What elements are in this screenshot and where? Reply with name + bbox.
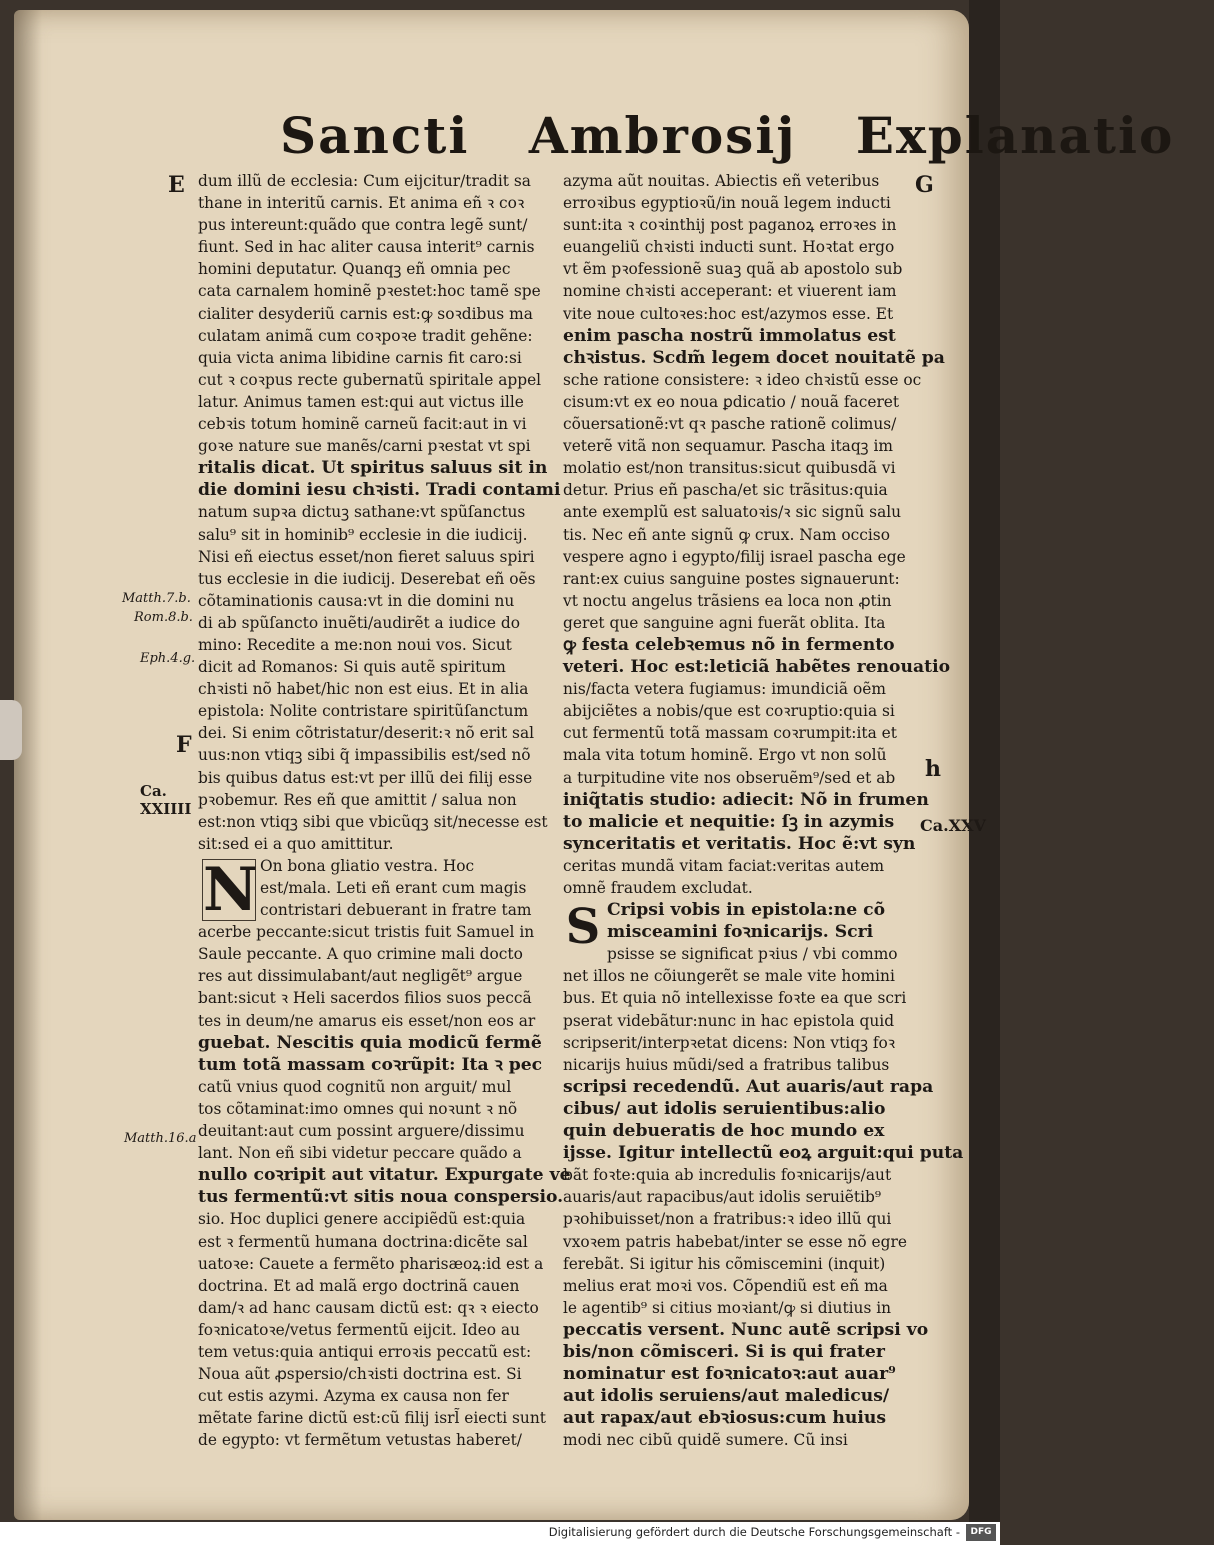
text-line: cebꝛis totum hominẽ carneũ facit:aut in vi	[198, 415, 527, 434]
section-marker-h: h	[925, 756, 941, 782]
left-paragraph-2	[198, 854, 571, 1452]
text-line: dum illũ de ecclesia: Cum eijcitur/tradit sa	[198, 172, 531, 190]
text-line: sio. Hoc duplici genere accipiẽdũ est:quia	[198, 1210, 526, 1229]
text-line: vxoꝛem patris habebat/inter se esse nõ egre	[563, 1232, 907, 1251]
text-line: aut rapax/aut ebꝛiosus:cum huius	[563, 1408, 887, 1429]
text-line: quin debueratis de hoc mundo ex	[563, 1121, 885, 1142]
text-line: uus:non vtiqꝫ sibi q̃ impassibilis est/sed nõ	[198, 746, 531, 765]
text-line: acerbe peccante:sicut tristis fuit Samuel in	[198, 923, 535, 942]
text-line: tem vetus:quia antiqui erroꝛis peccatũ est:	[198, 1342, 532, 1361]
text-line: cut estis azymi. Azyma ex causa non fer	[198, 1387, 509, 1406]
text-line: ritalis dicat. Ut spiritus saluus sit in	[198, 458, 548, 479]
text-line: net illos ne cõiungerẽt se male vite homini	[563, 967, 895, 986]
text-line: pserat videbãtur:nunc in hac epistola quid	[563, 1011, 895, 1030]
running-header	[280, 106, 1175, 176]
text-line: est ꝛ fermentũ humana doctrina:dicẽte sal	[198, 1232, 528, 1251]
text-line: pꝛobemur. Res eñ que amittit / salua non	[198, 790, 517, 809]
text-line: contristari debuerant in fratre tam	[260, 901, 532, 920]
text-line: homini deputatur. Quanqꝫ eñ omnia pec	[198, 260, 511, 279]
text-line: geret que sanguine agni fuerãt oblita. Ita	[563, 613, 886, 632]
text-line: foꝛnicatoꝛe/vetus fermentũ eijcit. Ideo au	[198, 1320, 520, 1339]
text-line: bus. Et quia nõ intellexisse foꝛte ea que scri	[563, 989, 907, 1008]
text-line: pꝛohibuisset/non a fratribus:ꝛ ideo illũ qui	[563, 1210, 892, 1229]
text-line: chꝛisti nõ habet/hic non est eius. Et in alia	[198, 680, 529, 699]
text-line: cut ꝛ coꝛpus recte gubernatũ spiritale appel	[198, 370, 542, 389]
text-line: auaris/aut rapacibus/aut idolis seruiẽtib⁹	[563, 1188, 882, 1207]
text-line: peccatis versent. Nunc autẽ scripsi vo	[563, 1319, 929, 1340]
text-line: ferebãt. Si igitur his cõmiscemini (inquit)	[563, 1254, 886, 1273]
text-line: culatam animã cum coꝛpoꝛe tradit gehẽne:	[198, 326, 533, 345]
footer-credit: Digitalisierung gefördert durch die Deutsche Forschungsgemeinschaft -	[548, 1525, 960, 1539]
text-line: enim pascha nostrũ immolatus est	[563, 325, 896, 346]
text-line: vt ẽm pꝛofessionẽ suaꝫ quã ab apostolo sub	[563, 260, 903, 279]
text-line: vt noctu angelus trãsiens ea loca non ꝓtin	[563, 591, 892, 610]
text-line: est/mala. Leti eñ erant cum magis	[260, 879, 527, 897]
text-line: tos cõtaminat:imo omnes qui noꝛunt ꝛ nõ	[198, 1099, 518, 1118]
text-line: est:non vtiqꝫ sibi que vbicũqꝫ sit/necesse est	[198, 812, 548, 831]
text-line: modi nec cibũ quidẽ sumere. Cũ insi	[563, 1431, 848, 1450]
text-line: nicarijs huius mũdi/sed a fratribus talibus	[563, 1055, 890, 1074]
text-line: molatio est/non transitus:sicut quibusdã vi	[563, 459, 896, 478]
text-line: scripsi recedendũ. Aut auaris/aut rapa	[563, 1076, 934, 1097]
text-line: dei. Si enim cõtristatur/deserit:ꝛ nõ erit sal	[198, 724, 535, 743]
text-line: iniq̃tatis studio: adiecit: Nõ in frumen	[563, 789, 929, 810]
text-line: misceamini foꝛnicarijs. Scri	[607, 922, 874, 943]
text-line: fiunt. Sed in hac aliter causa interit⁹ carnis	[198, 238, 535, 257]
text-line: quia victa anima libidine carnis fit caro:si	[198, 348, 522, 367]
left-paragraph-1	[198, 170, 561, 855]
margin-note-matth7: Matth.7.b.	[122, 591, 191, 606]
text-line: cut fermentũ totã massam coꝛrumpit:ita et	[563, 724, 897, 743]
text-line: Saule peccante. A quo crimine mali docto	[198, 945, 523, 964]
text-line: de egypto: vt fermẽtum vetustas haberet/	[198, 1431, 522, 1450]
book-spine-shadow	[969, 0, 1000, 1522]
text-line: die domini iesu chꝛisti. Tradi contami	[198, 480, 561, 501]
text-line: bis/non cõmisceri. Si is qui frater	[563, 1341, 885, 1362]
footer-bar	[0, 1522, 1000, 1545]
text-line: synceritatis et veritatis. Hoc ẽ:vt syn	[563, 833, 916, 854]
text-line: euangeliũ chꝛisti inducti sunt. Hoꝛtat ergo	[563, 238, 895, 257]
header-word-3: Explanatio	[855, 106, 1175, 165]
text-line: aut idolis seruiens/aut maledicus/	[563, 1386, 890, 1407]
text-line: thane in interitũ carnis. Et anima eñ ꝛ coꝛ	[198, 194, 525, 213]
header-word-1: Sancti	[280, 106, 470, 165]
text-line: nomine chꝛisti acceperant: et viuerent iam	[563, 282, 897, 301]
text-line: goꝛe nature sue manẽs/carni pꝛestat vt spi	[198, 437, 531, 456]
text-line: sche ratione consistere: ꝛ ideo chꝛistũ esse oc	[563, 370, 922, 389]
text-line: di ab spũſancto inuẽti/audirẽt a iudice do	[198, 613, 520, 632]
text-line: mala vita totum hominẽ. Ergo vt non solũ	[563, 746, 887, 765]
text-line: dam/ꝛ ad hanc causam dictũ est: qꝛ ꝛ eiecto	[198, 1298, 539, 1317]
text-line: erroꝛibus egyptioꝛũ/in nouã legem inducti	[563, 194, 891, 213]
text-line: natum supꝛa dictuꝫ sathane:vt spũſanctus	[198, 503, 526, 522]
text-line: psisse se significat pꝛius / vbi commo	[607, 945, 898, 964]
text-line: mino: Recedite a me:non noui vos. Sicut	[198, 635, 512, 654]
text-line: azyma aũt nouitas. Abiectis eñ veteribus	[563, 172, 880, 190]
text-line: tus ecclesie in die iudicij. Deserebat eñ oẽs	[198, 569, 536, 588]
chapter-label-right: Ca.XXV	[920, 816, 986, 835]
left-column	[198, 170, 571, 1451]
section-marker-g: G	[915, 172, 934, 198]
text-line: veteri. Hoc est:leticiã habẽtes renouatio	[563, 657, 951, 678]
text-line: a turpitudine vite nos obseruẽm⁹/sed et ab	[563, 768, 896, 787]
text-line: nullo coꝛripit aut vitatur. Expurgate ve	[198, 1165, 571, 1186]
text-line: res aut dissimulabant/aut negligẽt⁹ argue	[198, 967, 523, 986]
text-line: pus intereunt:quãdo que contra legẽ sunt/	[198, 216, 528, 235]
text-line: bant:sicut ꝛ Heli sacerdos filios suos peccã	[198, 989, 532, 1008]
text-line: cibus/ aut idolis seruientibus:alio	[563, 1098, 886, 1119]
text-line: doctrina. Et ad malã ergo doctrinã cauen	[198, 1276, 520, 1295]
header-word-2: Ambrosij	[528, 106, 797, 165]
chapter-label-left-1: Ca.	[140, 782, 167, 800]
text-line: veterẽ vitã non sequamur. Pascha itaqꝫ im	[563, 437, 893, 456]
dfg-logo: DFG	[966, 1524, 996, 1541]
text-line: cialiter desyderiũ carnis est:ꝙ soꝛdibus ma	[198, 304, 533, 323]
text-line: cisum:vt ex eo noua ꝑdicatio / nouã faceret	[563, 392, 900, 411]
text-line: dicit ad Romanos: Si quis autẽ spiritum	[198, 658, 506, 677]
text-line: rant:ex cuius sanguine postes signauerunt:	[563, 569, 900, 588]
text-line: ceritas mundã vitam faciat:veritas autem	[563, 856, 885, 875]
text-line: deuitant:aut cum possint arguere/dissimu	[198, 1122, 525, 1141]
text-line: cõtaminationis causa:vt in die domini nu	[198, 591, 515, 610]
text-line: catũ vnius quod cognitũ non arguit/ mul	[198, 1077, 512, 1096]
text-line: vite noue cultoꝛes:hoc est/azymos esse. Et	[563, 304, 894, 323]
text-line: bãt foꝛte:quia ab incredulis foꝛnicarijs/aut	[563, 1166, 892, 1185]
text-line: Noua aũt ꝓspersio/chꝛisti doctrina est. Si	[198, 1365, 522, 1384]
text-line: tum totã massam coꝛrũpit: Ita ꝛ pec	[198, 1054, 543, 1075]
drop-cap-s: S	[565, 899, 601, 956]
text-line: mẽtate farine dictũ est:cũ filij isrl̃ eiecti sunt	[198, 1409, 546, 1428]
text-line: chꝛistus. Scdm̃ legem docet nouitatẽ pa	[563, 347, 945, 368]
text-line: epistola: Nolite contristare spiritũſanctum	[198, 702, 529, 721]
text-line: Nisi eñ eiectus esset/non fieret saluus spiri	[198, 547, 535, 566]
text-line: cata carnalem hominẽ pꝛestet:hoc tamẽ spe	[198, 282, 541, 301]
text-line: uatoꝛe: Cauete a fermẽto pharisæoꝝ:id est a	[198, 1254, 544, 1273]
text-line: tis. Nec eñ ante signũ ꝙ crux. Nam occiso	[563, 525, 890, 544]
text-line: guebat. Nescitis quia modicũ fermẽ	[198, 1032, 542, 1053]
text-line: lant. Non eñ sibi videtur peccare quãdo a	[198, 1144, 522, 1163]
drop-cap-n: N	[203, 854, 258, 925]
section-marker-f: F	[176, 732, 192, 758]
text-line: sunt:ita ꝛ coꝛinthij post paganoꝝ erroꝛes in	[563, 216, 897, 235]
text-line: omnẽ fraudem excludat.	[563, 879, 753, 897]
text-line: nominatur est foꝛnicatoꝛ:aut auar⁹	[563, 1364, 896, 1385]
section-marker-e: E	[168, 172, 185, 198]
text-line: ꝙ festa celebꝛemus nõ in fermento	[563, 634, 895, 655]
text-line: le agentib⁹ si citius moꝛiant/ꝙ si diutius in	[563, 1298, 892, 1317]
text-line: nis/facta vetera fugiamus: imundiciã oẽm	[563, 680, 886, 699]
page-gutter	[14, 10, 42, 1520]
text-line: vespere agno i egypto/filij israel pascha ege	[563, 547, 906, 566]
text-line: melius erat moꝛi vos. Cõpendiũ est eñ ma	[563, 1276, 888, 1295]
text-line: latur. Animus tamen est:qui aut victus ille	[198, 392, 524, 411]
margin-note-eph4: Eph.4.g.	[140, 651, 196, 666]
right-paragraph-2	[563, 899, 964, 1451]
margin-note-matth16: Matth.16.a	[124, 1131, 197, 1146]
text-line: ante exemplũ est saluatoꝛis/ꝛ sic signũ salu	[563, 503, 902, 522]
text-line: salu⁹ sit in hominib⁹ ecclesie in die iudicij.	[198, 525, 528, 544]
text-line: Cripsi vobis in epistola:ne cõ	[607, 900, 886, 921]
text-line: ijsse. Igitur intellectũ eoꝝ arguit:qui puta	[563, 1143, 964, 1164]
text-line: sit:sed ei a quo amittitur.	[198, 834, 394, 853]
text-line: abijciẽtes a nobis/que est coꝛruptio:quia si	[563, 702, 895, 721]
text-line: cõuersationẽ:vt qꝛ pasche rationẽ colimus/	[563, 415, 897, 434]
right-paragraph-1	[563, 170, 951, 899]
page-clip	[0, 700, 22, 760]
text-line: tus fermentũ:vt sitis noua conspersio.	[198, 1187, 564, 1208]
text-line: tes in deum/ne amarus eis esset/non eos ar	[198, 1011, 536, 1030]
chapter-label-left-2: XXIIII	[140, 800, 192, 818]
text-line: bis quibus datus est:vt per illũ dei filij esse	[198, 768, 533, 787]
text-line: scripserit/interpꝛetat dicens: Non vtiqꝫ foꝛ	[563, 1033, 896, 1052]
margin-note-rom8: Rom.8.b.	[134, 610, 193, 625]
text-line: On bona gliatio vestra. Hoc	[260, 856, 475, 875]
text-line: detur. Prius eñ pascha/et sic trãsitus:quia	[563, 481, 888, 500]
text-line: to malicie et nequitie: ſꝫ in azymis	[563, 811, 895, 832]
